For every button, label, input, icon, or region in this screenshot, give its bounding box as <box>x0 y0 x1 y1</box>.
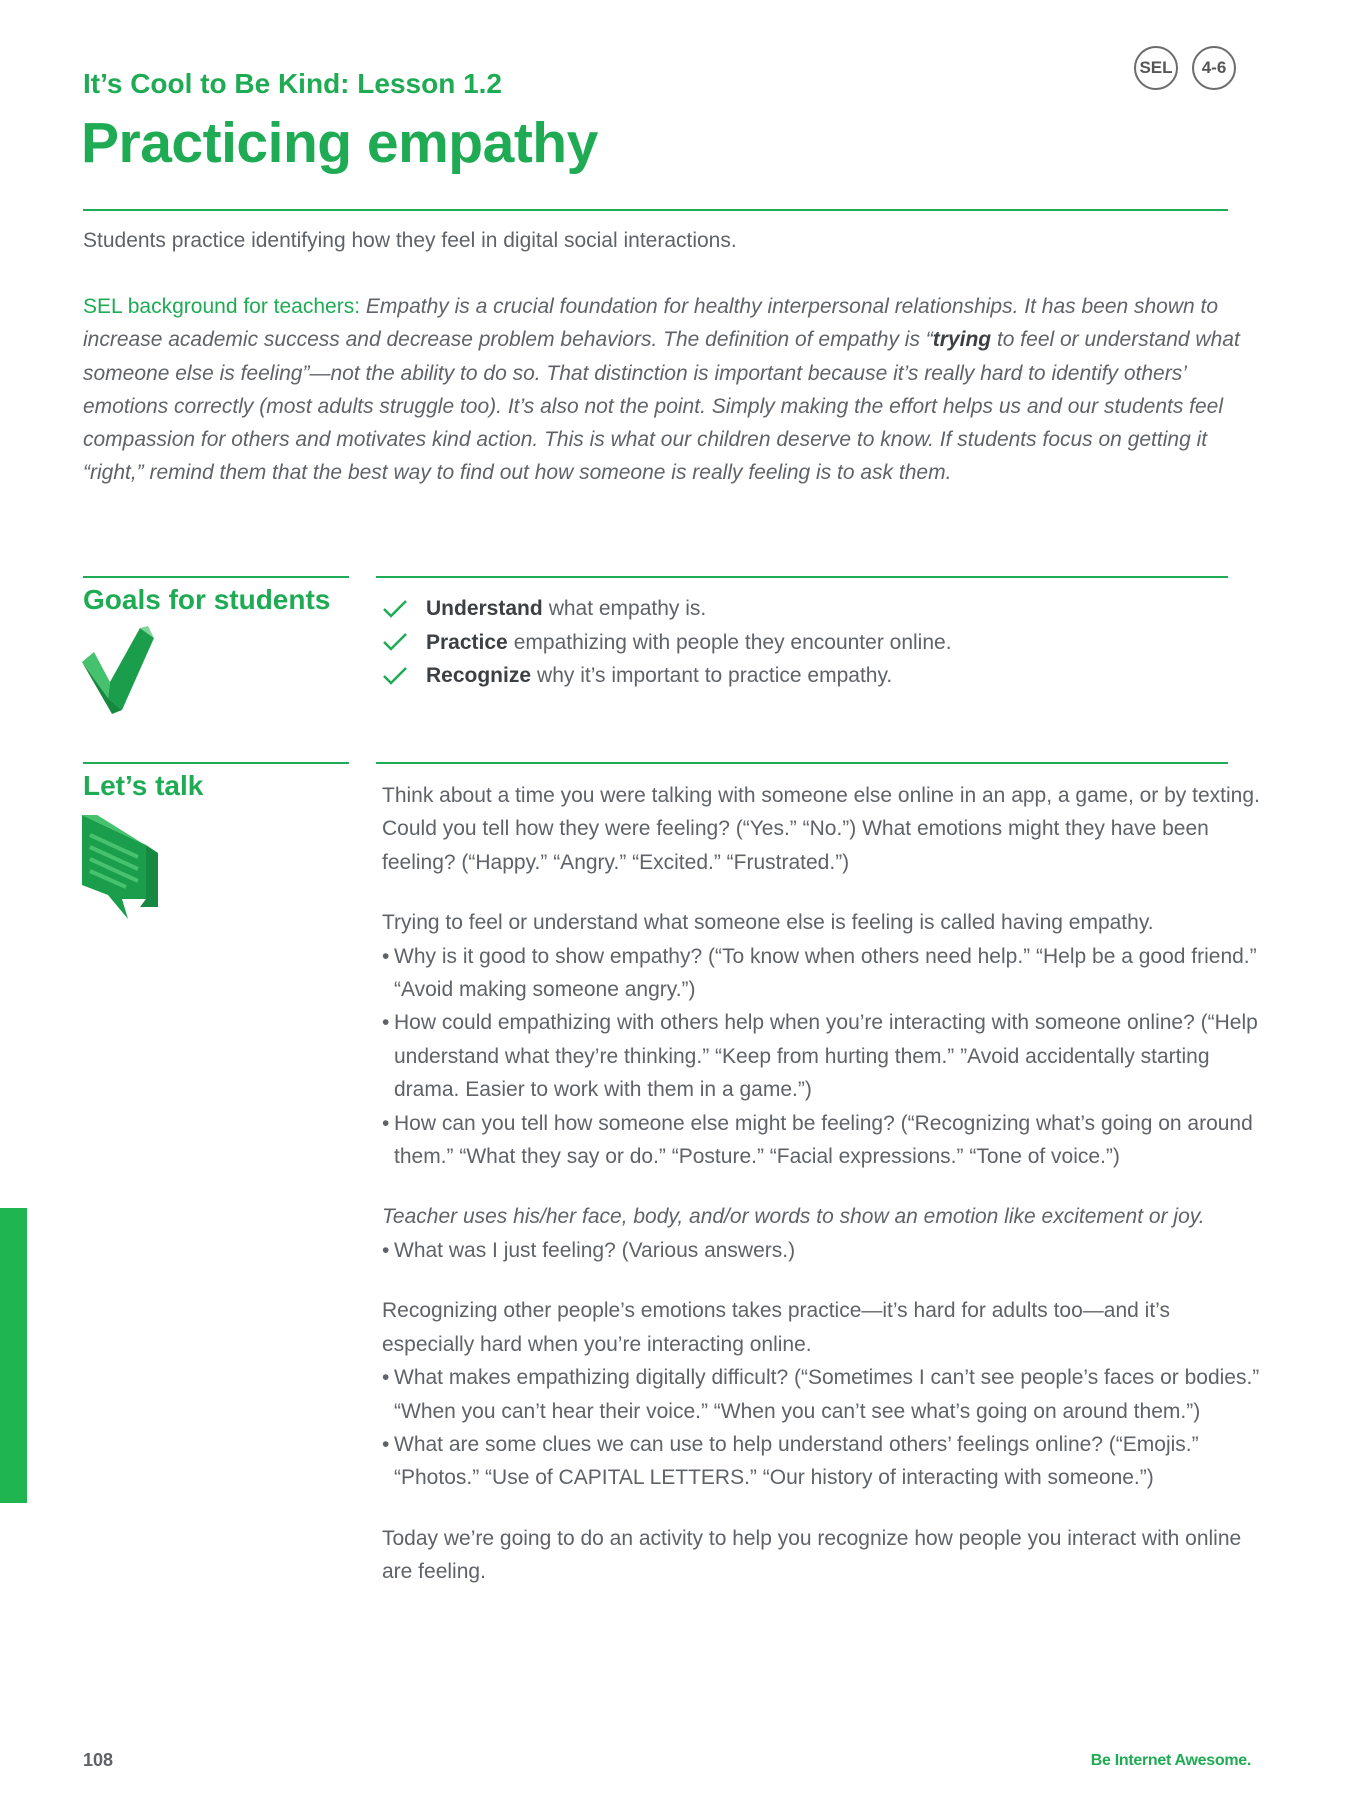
goal-item <box>382 659 1262 693</box>
goal-item <box>382 626 1262 660</box>
brand-logo-text: Be Internet Awesome. <box>1090 1752 1251 1769</box>
goal-bold: Recognize <box>426 664 532 687</box>
goal-text: why it’s important to practice empathy. <box>537 664 893 687</box>
goals-list <box>382 592 1262 693</box>
lesson-subtitle: It’s Cool to Be Kind: Lesson 1.2 <box>83 68 503 99</box>
side-accent-bar <box>0 1208 27 1503</box>
chat-bubble-icon <box>82 815 162 919</box>
check-icon <box>382 666 408 686</box>
talk-paragraph: Trying to feel or understand what someone else is feeling is called having empathy. <box>382 911 1154 935</box>
goal-text: empathizing with people they encounter online. <box>513 630 952 654</box>
goals-left-divider <box>83 576 349 578</box>
goal-bold: Understand <box>426 597 543 620</box>
page-number: 108 <box>83 1750 114 1770</box>
talk-content <box>382 779 1262 1589</box>
header-divider <box>83 209 1228 211</box>
goals-right-divider <box>376 576 1228 578</box>
goals-title: Goals for students <box>83 584 331 615</box>
page-title: Practicing empathy <box>81 111 598 175</box>
talk-left-divider <box>83 762 349 764</box>
background-bold: trying <box>932 328 992 352</box>
talk-right-divider <box>376 762 1228 764</box>
teacher-instruction: Teacher uses his/her face, body, and/or words to show an emotion like excitement or joy. <box>382 1205 1205 1229</box>
check-icon <box>382 632 408 652</box>
goal-item <box>382 592 1262 626</box>
talk-paragraph: Today we’re going to do an activity to help you recognize how people you interact with online are feeling. <box>382 1526 1242 1584</box>
talk-title: Let’s talk <box>83 770 204 801</box>
talk-bullet: • What makes empathizing digitally difficult? (“Sometimes I can’t see people’s faces or bodies.” “When you can’t hear their voice.” “When you can’t see what’s going on around them.”) <box>382 1366 1260 1423</box>
background-text-b: to feel or understand what someone else is feeling”—not the ability to do so. That distinction is important because it’s really hard to identify others’ emotions correctly (most adults struggle too). It’s also not the point. Simply making the effort helps us and our students feel compassion for others and motivates kind action. This is what our children deserve to know. If students focus on getting it “right,” remind them that the best way to find out how someone is really feeling is to ask them. <box>83 328 1240 485</box>
talk-bullet: • How can you tell how someone else might be feeling? (“Recognizing what’s going on around them.” “What they say or do.” “Posture.” “Facial expressions.” “Tone of voice.”) <box>382 1111 1253 1169</box>
talk-bullet: • What are some clues we can use to help understand others’ feelings online? (“Emojis.” “Photos.” “Use of CAPITAL LETTERS.” “Our history of interacting with someone.”) <box>382 1432 1199 1490</box>
check-icon <box>382 599 408 619</box>
talk-bullet: • What was I just feeling? (Various answers.) <box>382 1238 796 1262</box>
background-text-a: Empathy is a crucial foundation for healthy interpersonal relationships. It has been shown to increase academic success and decrease problem behaviors. The definition of empathy is “ <box>83 295 1219 352</box>
teacher-background <box>83 290 1263 490</box>
talk-paragraph: Think about a time you were talking with someone else online in an app, a game, or by texting. Could you tell how they were feeling? (“Yes.” “No.”) What emotions might they have been feeling? (“Happy.” “Angry.” “Excited.” “Frustrated.”) <box>382 784 1260 874</box>
talk-bullet: • Why is it good to show empathy? (“To know when others need help.” “Help be a good friend.” “Avoid making someone angry.”) <box>382 944 1257 1002</box>
grade-badge: 4-6 <box>1192 46 1236 90</box>
background-label: SEL background for teachers: <box>83 295 361 318</box>
talk-paragraph: Recognizing other people’s emotions takes practice—it’s hard for adults too—and it’s especially hard when you’re interacting online. <box>382 1299 1170 1356</box>
goal-bold: Practice <box>426 630 508 654</box>
sel-badge: SEL <box>1134 46 1178 90</box>
goal-text: what empathy is. <box>548 597 707 620</box>
talk-bullet: • How could empathizing with others help when you’re interacting with someone online? (“Help understand what they’re thinking.” “Keep from hurting them.” ”Avoid accidentally starting drama. Easier to work with them in a game.”) <box>382 1011 1258 1102</box>
badge-group <box>1134 46 1236 90</box>
lesson-intro: Students practice identifying how they feel in digital social interactions. <box>83 229 737 252</box>
checkmark-icon <box>82 624 156 716</box>
